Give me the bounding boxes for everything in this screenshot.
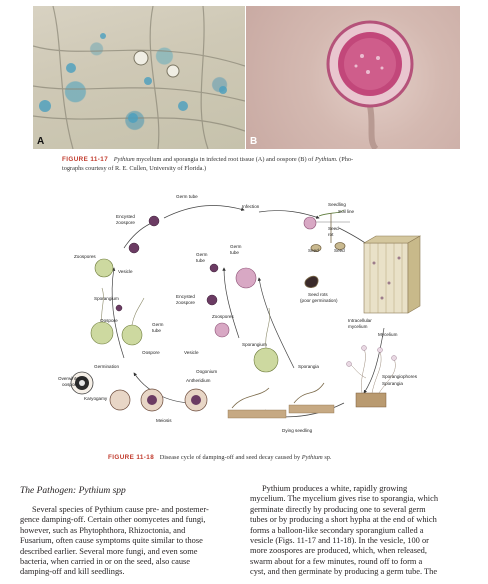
label-germ-tube-low: Germ <box>152 322 164 327</box>
label-germ-tube-mid: Germ <box>230 244 242 249</box>
caption-18-text-1: Disease cycle of damping-off and seed decay caused by <box>159 454 301 461</box>
label-sporangium-mid: Sporangium <box>242 342 267 347</box>
label-germ-tube-mid-2: tube <box>230 250 239 255</box>
caption-text-4: (Pho- <box>339 156 354 163</box>
right-line-1: Pythium produces a white, rapidly growing <box>262 484 408 493</box>
label-zoospores-mid: Zoospores <box>212 314 234 319</box>
photo-a-label: A <box>37 136 45 147</box>
arrow-to-sporangium <box>112 268 124 358</box>
label-sporangium-left: Sporangium <box>94 296 119 301</box>
label-seed: Seed <box>334 248 345 253</box>
pink-sporangia <box>215 217 316 337</box>
label-seed-rots: Seed rots <box>308 292 328 297</box>
figure-11-18-number: FIGURE 11-18 <box>108 454 155 461</box>
caption-text-2: mycelium and sporangia in infected root tissue (A) and oospore (B) of <box>136 156 314 163</box>
left-line-5: described earlier. Several more fungi, and even some <box>20 546 198 556</box>
right-line-9: cyst, and then germinate by producing a germ tube. The <box>250 567 438 577</box>
label-seed-left: Seed <box>308 248 319 253</box>
spore-group <box>116 216 218 311</box>
label-encysted-top: Encysted <box>116 214 135 219</box>
left-line-6: bacteria, when carried in or on the seed, also cause <box>20 557 190 567</box>
label-germ-tube-mid-b: Germ <box>196 252 208 257</box>
left-column-text <box>20 505 242 578</box>
label-seed-top: Seed <box>328 226 339 231</box>
label-infection: Infection <box>242 204 260 209</box>
label-sporangia-right: Sporangia <box>382 381 403 386</box>
right-line-3: germinate directly by producing one to several germ <box>250 504 426 514</box>
mycelium-micrograph <box>33 6 245 149</box>
label-overwintering-2: oospore <box>62 382 79 387</box>
right-line-4: tubes or by producing a short hypha at the end of which <box>250 515 437 525</box>
figure-11-17-caption <box>62 156 452 173</box>
label-poor-germination: (poor germination) <box>300 298 338 303</box>
label-meiosis: Meiosis <box>156 418 172 423</box>
dying-seedlings <box>228 383 334 418</box>
label-encysted-mid-2: zoospore <box>176 300 195 305</box>
label-oospore-right: Oospore <box>142 350 160 355</box>
disease-cycle-svg <box>44 188 444 450</box>
right-line-6: vesicle (Figs. 11-17 and 11-18). In the vesicle, 100 or <box>250 536 429 546</box>
label-germ-tube-top: Germ tube <box>176 194 198 199</box>
label-antheridium: Antheridium <box>186 378 211 383</box>
label-germ-tube-mid-b-2: tube <box>196 258 205 263</box>
label-germ-tube-low-2: tube <box>152 328 161 333</box>
label-overwintering: Overwintering <box>58 376 87 381</box>
caption-genus-2: Pythium. <box>314 156 338 163</box>
root-tissue-block <box>364 236 420 313</box>
label-sporangia: Sporangia <box>298 364 319 369</box>
section-heading: The Pathogen: Pythium spp <box>20 486 126 496</box>
label-seedling: Seedling <box>328 202 346 207</box>
label-intracellular: Intracellular <box>348 318 372 323</box>
arrow-to-zoospore <box>124 222 154 248</box>
label-seed-top-2: rot <box>328 232 334 237</box>
photo-b-label: B <box>250 136 258 147</box>
right-column-text <box>250 484 472 578</box>
oospore-micrograph <box>246 6 460 149</box>
caption-18-genus: Pythium <box>301 454 323 461</box>
figure-11-18-caption <box>108 454 458 463</box>
label-encysted-mid: Encysted <box>176 294 195 299</box>
caption-genus-1: Pythium <box>113 156 135 163</box>
left-line-3: however, such as Phytophthora, Rhizoctonia, and <box>20 525 186 535</box>
label-sporangiophores: Sporangiophores <box>382 374 417 379</box>
left-line-4: Fusarium, often cause symptoms quite similar to those <box>20 536 203 546</box>
figure-11-17-number: FIGURE 11-17 <box>62 156 109 163</box>
left-line-2: gence damping-off. Certain other oomycetes and fungi, <box>20 515 206 525</box>
label-vesicle-mid: Vesicle <box>184 350 199 355</box>
right-line-8: swarm about for a few minutes, round off to form a <box>250 556 423 566</box>
label-germination: Germination <box>94 364 120 369</box>
label-oogonium: Oogonium <box>196 369 218 374</box>
right-line-7: more zoospores are produced, which, when released, <box>250 546 427 556</box>
label-vesicle-left: Vesicle <box>118 269 133 274</box>
left-line-1: Several species of Pythium cause pre- and postemer- <box>32 505 209 514</box>
left-line-7: damping-off and kill seedlings. <box>20 567 125 577</box>
label-oospore-top: Oospore <box>100 318 118 323</box>
right-line-2: mycelium. The mycelium gives rise to sporangia, which <box>250 494 439 504</box>
label-karyogamy: Karyogamy <box>84 396 108 401</box>
label-zoospores: Zoospores <box>74 254 96 259</box>
arrow-to-infection <box>164 205 244 218</box>
caption-credit: tographs courtesy of R. E. Cullen, University of Florida.) <box>62 164 207 172</box>
right-line-5: forms a balloon-like secondary sporangium called a <box>250 525 424 535</box>
photo-pythium-mycelium <box>33 6 245 149</box>
caption-18-text-3: sp. <box>324 454 332 461</box>
label-soil-line: Soil line <box>338 209 355 214</box>
label-encysted-top-2: zoospore <box>116 220 135 225</box>
label-mycelium: Mycelium <box>378 332 398 337</box>
label-intracellular-2: mycelium <box>348 324 368 329</box>
label-dying-seedling: Dying seedling <box>282 428 313 433</box>
disease-cycle-diagram <box>44 188 444 450</box>
photo-pythium-oospore <box>246 6 460 149</box>
